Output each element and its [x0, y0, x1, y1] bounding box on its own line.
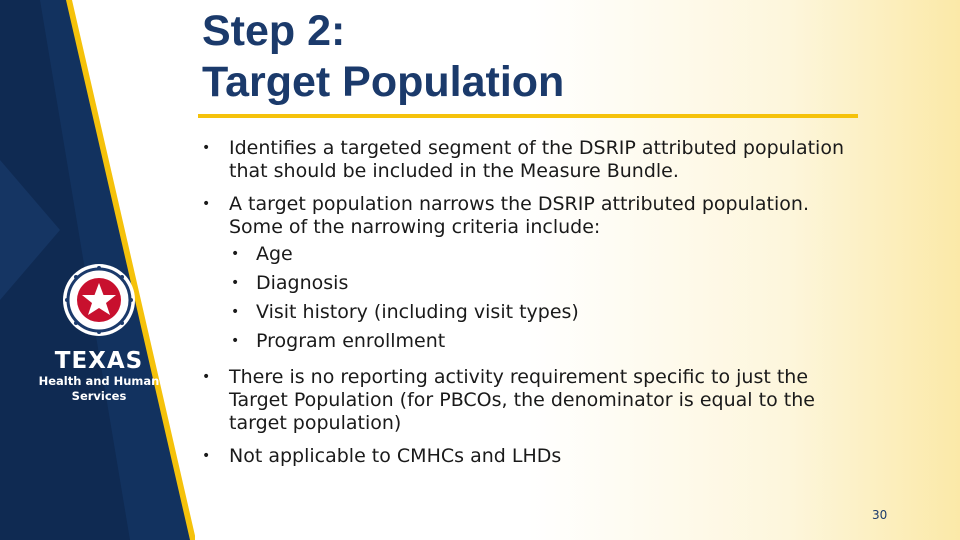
bullet-text: Not applicable to CMHCs and LHDs	[229, 445, 562, 467]
logo-subtitle-line2: Services	[71, 389, 127, 403]
bullet-item	[200, 445, 860, 468]
sub-bullet-item: • Diagnosis	[229, 269, 860, 298]
logo-texas-text: TEXAS	[54, 348, 144, 374]
slide-title-line2: Target Population	[202, 58, 565, 106]
sub-bullet-item: • Visit history (including visit types)	[229, 298, 860, 327]
texas-seal-icon	[61, 262, 137, 338]
slide-title-line1: Step 2:	[202, 7, 346, 55]
slide-title	[202, 6, 564, 108]
bullet-text: There is no reporting activity requirement specific to just the Target Population (for PBCOs, the denominator is equal to the target population)	[229, 366, 815, 434]
bullet-item	[200, 137, 860, 183]
sub-bullet-list	[229, 240, 860, 356]
title-underline	[198, 114, 858, 118]
page-number: 30	[872, 508, 888, 522]
logo-subtitle-line1: Health and Human	[38, 374, 160, 388]
bullet-text: A target population narrows the DSRIP attributed population. Some of the narrowing criteria include:	[229, 193, 809, 238]
sub-bullet-item: • Age	[229, 240, 860, 269]
sub-bullet-item: • Program enrollment	[229, 327, 860, 356]
bullet-item	[200, 366, 860, 435]
texas-hhs-logo	[30, 262, 168, 404]
bullet-text: Identifies a targeted segment of the DSRIP attributed population that should be included in the Measure Bundle.	[229, 137, 844, 182]
bullet-item	[200, 193, 860, 356]
bullet-list	[200, 137, 860, 478]
